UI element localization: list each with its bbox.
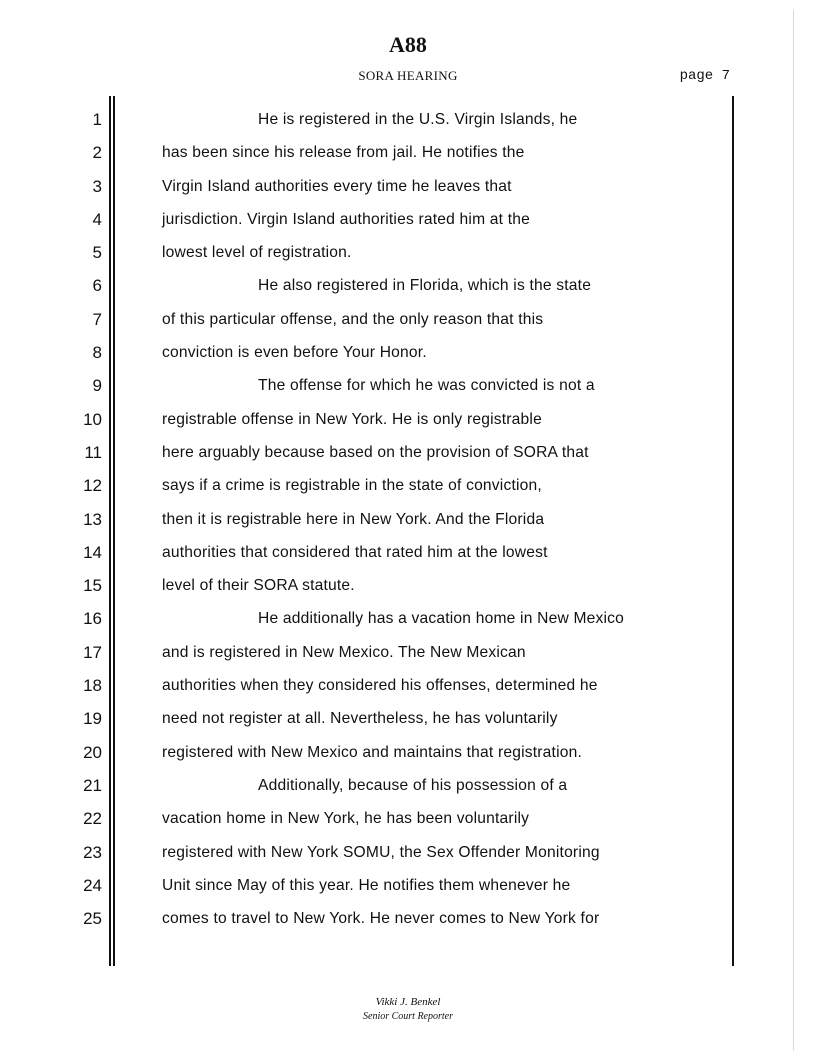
reporter-title: Senior Court Reporter bbox=[363, 1011, 453, 1022]
line-number: 22 bbox=[83, 809, 102, 829]
line-number: 7 bbox=[92, 309, 102, 329]
line-number: 13 bbox=[83, 509, 102, 529]
line-number: 21 bbox=[83, 775, 102, 795]
line-number: 14 bbox=[83, 542, 102, 562]
line-number: 19 bbox=[83, 709, 102, 729]
line-number: 3 bbox=[92, 176, 102, 196]
line-number: 16 bbox=[83, 609, 102, 629]
transcript-line: comes to travel to New York. He never comes to New York for bbox=[162, 910, 600, 928]
line-number: 17 bbox=[83, 642, 102, 662]
line-number: 5 bbox=[92, 243, 102, 263]
reporter-name: Vikki J. Benkel bbox=[375, 996, 441, 1008]
transcript-line: He additionally has a vacation home in New Mexico bbox=[258, 610, 625, 628]
transcript-line: here arguably because based on the provision of SORA that bbox=[162, 443, 589, 461]
transcript-line: vacation home in New York, he has been voluntarily bbox=[162, 810, 530, 828]
line-number: 15 bbox=[83, 576, 102, 596]
line-number: 8 bbox=[92, 343, 102, 363]
line-number: 24 bbox=[83, 875, 102, 895]
left-margin-rule-inner bbox=[113, 96, 115, 966]
line-number: 6 bbox=[92, 276, 102, 296]
transcript-line: then it is registrable here in New York. And the Florida bbox=[162, 510, 545, 528]
transcript-line: need not register at all. Nevertheless, he has voluntarily bbox=[162, 710, 558, 728]
transcript-line: He also registered in Florida, which is the state bbox=[258, 277, 592, 295]
transcript-line: level of their SORA statute. bbox=[162, 577, 355, 595]
line-number: 4 bbox=[92, 209, 102, 229]
transcript-line: Virgin Island authorities every time he leaves that bbox=[162, 177, 512, 195]
line-number: 1 bbox=[92, 110, 102, 129]
line-number: 20 bbox=[83, 742, 102, 762]
transcript-line: of this particular offense, and the only reason that this bbox=[162, 310, 544, 328]
line-number: 23 bbox=[83, 842, 102, 862]
line-number: 25 bbox=[83, 909, 102, 929]
transcript-line: authorities that considered that rated him at the lowest bbox=[162, 543, 548, 561]
transcript-line: has been since his release from jail. He notifies the bbox=[162, 144, 525, 162]
page-number: page 7 bbox=[679, 68, 730, 84]
transcript-line: Unit since May of this year. He notifies them whenever he bbox=[162, 876, 571, 894]
line-number: 18 bbox=[83, 676, 102, 696]
transcript-line: registrable offense in New York. He is only registrable bbox=[162, 410, 542, 428]
scan-edge-line bbox=[793, 10, 794, 1050]
transcript-line: The offense for which he was convicted is not a bbox=[258, 377, 595, 395]
transcript-line: says if a crime is registrable in the state of conviction, bbox=[162, 477, 542, 495]
right-margin-rule bbox=[732, 96, 734, 966]
line-number: 2 bbox=[92, 143, 102, 163]
transcript-line: Additionally, because of his possession of a bbox=[258, 776, 568, 794]
line-number: 12 bbox=[83, 476, 102, 496]
transcript-line: lowest level of registration. bbox=[162, 244, 352, 262]
transcript-line: conviction is even before Your Honor. bbox=[162, 344, 427, 362]
line-number: 11 bbox=[84, 442, 102, 462]
transcript-body bbox=[162, 103, 727, 935]
transcript-line: and is registered in New Mexico. The New Mexican bbox=[162, 643, 526, 661]
line-number: 9 bbox=[92, 376, 102, 396]
transcript-line: He is registered in the U.S. Virgin Islands, he bbox=[258, 111, 578, 128]
transcript-line: registered with New Mexico and maintains that registration. bbox=[162, 743, 583, 761]
exhibit-number: A88 bbox=[389, 32, 427, 57]
line-number: 10 bbox=[83, 409, 102, 429]
transcript-title: SORA HEARING bbox=[358, 68, 458, 83]
transcript-line: jurisdiction. Virgin Island authorities rated him at the bbox=[162, 210, 531, 228]
transcript-line: authorities when they considered his offenses, determined he bbox=[162, 677, 598, 695]
line-number-column bbox=[60, 103, 102, 935]
transcript-line: registered with New York SOMU, the Sex Offender Monitoring bbox=[162, 843, 600, 861]
left-margin-rule-outer bbox=[109, 96, 111, 966]
